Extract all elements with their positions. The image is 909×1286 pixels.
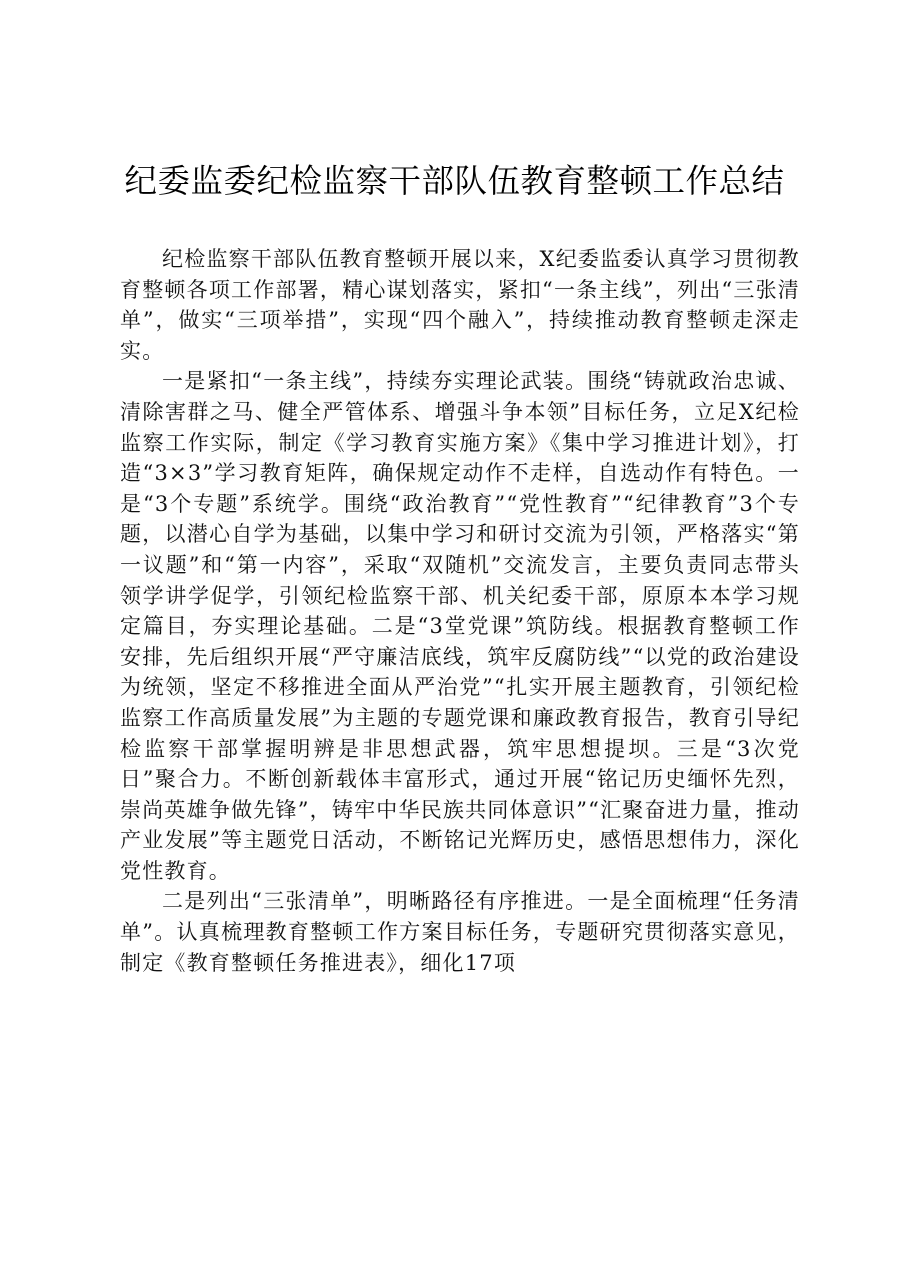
paragraph-main-line: 一是紧扣“一条主线”，持续夯实理论武装。围绕“铸就政治忠诚、清除害群之马、健全严管体系、增强斗争本领”目标任务，立足X纪检监察工作实际，制定《学习教育实施方案》《集中学习推进计划》，打造“3×3”学习教育矩阵，确保规定动作不走样，自选动作有特色。一是“3个专题”系统学。围绕“政治教育”“党性教育”“纪律教育”3个专题，以潜心自学为基础，以集中学习和研讨交流为引领，严格落实“第一议题”和“第一内容”，采取“双随机”交流发言，主要负责同志带头领学讲学促学，引领纪检监察干部、机关纪委干部，原原本本学习规定篇目，夯实理论基础。二是“3堂党课”筑防线。根据教育整顿工作安排，先后组织开展“严守廉洁底线，筑牢反腐防线”“以党的政治建设为统领，坚定不移推进全面从严治党”“扎实开展主题教育，引领纪检监察工作高质量发展”为主题的专题党课和廉政教育报告，教育引导纪检监察干部掌握明辨是非思想武器，筑牢思想提坝。三是“3次党日”聚合力。不断创新载体丰富形式，通过开展“铭记历史缅怀先烈，崇尚英雄争做先锋”，铸牢中华民族共同体意识”“汇聚奋进力量，推动产业发展”等主题党日活动，不断铭记光辉历史，感悟思想伟力，深化党性教育。 [120,369,800,883]
paragraph-intro: 纪检监察干部队伍教育整顿开展以来，X纪委监委认真学习贯彻教育整顿各项工作部署，精心谋划落实，紧扣“一条主线”，列出“三张清单”，做实“三项举措”，实现“四个融入”，持续推动教育整顿走深走实。 [120,247,800,363]
document-body [120,244,800,978]
document-title: 纪委监委纪检监察干部队伍教育整顿工作总结 [124,162,785,200]
paragraph-three-lists: 二是列出“三张清单”，明晰路径有序推进。一是全面梳理“任务清单”。认真梳理教育整顿工作方案目标任务，专题研究贯彻落实意见，制定《教育整顿任务推进表》，细化17项 [120,889,800,975]
